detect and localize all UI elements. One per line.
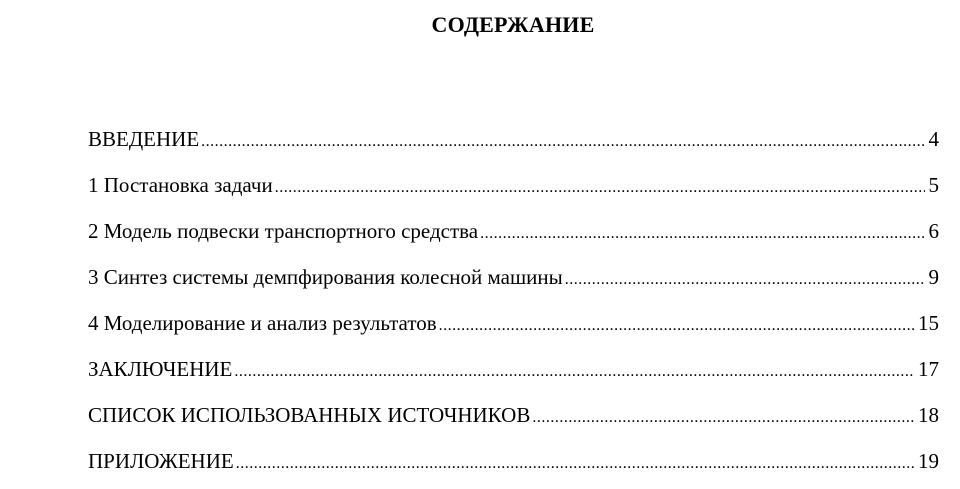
toc-entry-label: 3 Синтез системы демпфирования колесной машины <box>88 265 563 289</box>
toc-dot-leader <box>565 262 925 298</box>
toc-entry-page-number: 5 <box>928 173 939 197</box>
toc-entry-label: ЗАКЛЮЧЕНИЕ <box>88 357 233 381</box>
toc-dot-leader <box>236 446 914 482</box>
toc-entry-references <box>88 397 939 443</box>
toc-entry-page-number: 18 <box>918 403 939 427</box>
toc-entry-label: 1 Постановка задачи <box>88 173 273 197</box>
toc-entry-label: ВВЕДЕНИЕ <box>88 127 200 151</box>
toc-dot-leader <box>201 124 924 160</box>
toc-entry-page-number: 9 <box>928 265 939 289</box>
toc-entry-page-number: 15 <box>918 311 939 335</box>
toc-dot-leader <box>480 216 924 252</box>
toc-entry-problem-statement <box>88 167 939 213</box>
toc-entry-damping-synthesis <box>88 259 939 305</box>
toc-entry-conclusion <box>88 351 939 397</box>
toc-entry-page-number: 19 <box>918 449 939 473</box>
toc-title: СОДЕРЖАНИЕ <box>431 12 595 37</box>
toc-dot-leader <box>234 354 914 390</box>
toc-dot-leader <box>439 308 914 344</box>
toc-entry-page-number: 17 <box>918 357 939 381</box>
table-of-contents <box>88 121 939 489</box>
toc-entry-suspension-model <box>88 213 939 259</box>
toc-entry-page-number: 6 <box>928 219 939 243</box>
toc-entry-appendix <box>88 443 939 489</box>
toc-entry-introduction <box>88 121 939 167</box>
toc-entry-label: ПРИЛОЖЕНИЕ <box>88 449 234 473</box>
toc-entry-label: СПИСОК ИСПОЛЬЗОВАННЫХ ИСТОЧНИКОВ <box>88 403 531 427</box>
toc-entry-modeling-analysis <box>88 305 939 351</box>
toc-entry-label: 4 Моделирование и анализ результатов <box>88 311 437 335</box>
toc-entry-page-number: 4 <box>928 127 939 151</box>
toc-dot-leader <box>275 170 925 206</box>
toc-entry-label: 2 Модель подвески транспортного средства <box>88 219 479 243</box>
toc-dot-leader <box>532 400 914 436</box>
